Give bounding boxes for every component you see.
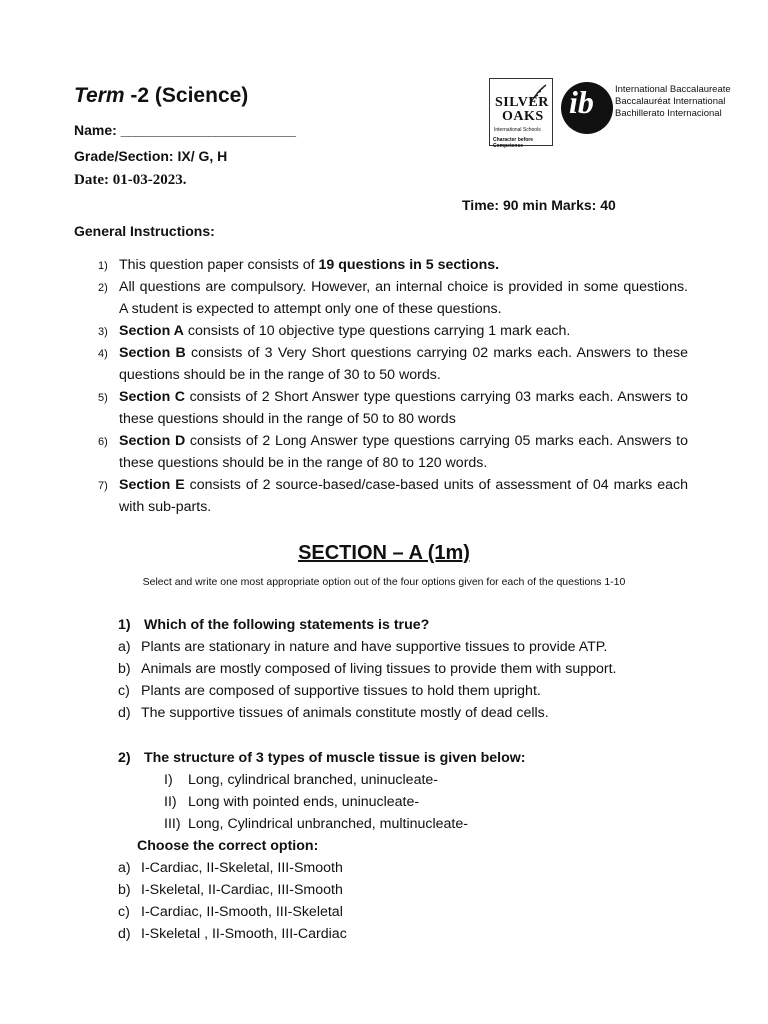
instruction-item	[98, 342, 688, 386]
question-text: Which of the following statements is true?	[143, 617, 430, 633]
instruction-text: Section D consists of 2 Long Answer type questions carrying 05 marks each. Answers to these questions should be in the range of 80 to 120 words.	[119, 433, 688, 471]
term-label: Term	[74, 84, 125, 107]
option-1a: a) Plants are stationary in nature and have supportive tissues to provide ATP.	[118, 639, 608, 655]
instruction-number: 4)	[98, 348, 108, 360]
instruction-number: 1)	[98, 260, 108, 272]
instruction-number: 6)	[98, 436, 108, 448]
instruction-item	[98, 474, 688, 518]
subitem-2-iii: III) Long, Cylindrical unbranched, multinucleate-	[164, 816, 468, 832]
silver-oaks-logo	[489, 78, 553, 149]
silver-oaks-sub: International Schools	[494, 127, 541, 133]
instruction-number: 2)	[98, 282, 108, 294]
silver-oaks-tagline: Character before Competence	[493, 137, 534, 149]
option-1b: b) Animals are mostly composed of living tissues to provide them with support.	[118, 661, 617, 677]
general-instructions-heading: General Instructions:	[74, 223, 215, 239]
question-number: 1)	[118, 617, 131, 633]
instruction-item	[98, 320, 688, 342]
name-row	[74, 122, 296, 138]
section-a-instruction: Select and write one most appropriate option out of the four options given for each of the questions 1-10	[142, 576, 626, 588]
option-2a: a) I-Cardiac, II-Skeletal, III-Smooth	[118, 860, 343, 876]
logos	[489, 78, 739, 148]
instruction-item	[98, 430, 688, 474]
choose-label: Choose the correct option:	[137, 838, 319, 854]
question-2	[118, 750, 526, 766]
exam-date: Date: 01-03-2023.	[74, 172, 187, 188]
question-number: 2)	[118, 750, 131, 766]
silver-oaks-line1: SILVER	[495, 95, 549, 110]
question-1	[118, 617, 429, 633]
instruction-text: Section E consists of 2 source-based/case-based units of assessment of 04 marks each with sub-parts.	[119, 477, 688, 515]
ib-name-fr: Baccalauréat International	[615, 96, 726, 107]
subitem-2-ii: II) Long with pointed ends, uninucleate-	[164, 794, 420, 810]
instructions-list	[98, 254, 688, 518]
question-text: The structure of 3 types of muscle tissue is given below:	[143, 750, 526, 766]
name-line: ________________________	[120, 122, 296, 138]
instruction-text: Section C consists of 2 Short Answer type questions carrying 03 marks each. Answers to these questions should in the range of 50 to 80 words	[119, 389, 688, 427]
option-2c: c) I-Cardiac, II-Smooth, III-Skeletal	[118, 904, 343, 920]
option-2d: d) I-Skeletal , II-Smooth, III-Cardiac	[118, 926, 347, 942]
option-1d: d) The supportive tissues of animals constitute mostly of dead cells.	[118, 705, 549, 721]
instruction-item	[98, 276, 688, 320]
grade-section: Grade/Section: IX/ G, H	[74, 148, 228, 164]
ib-names	[615, 84, 731, 120]
option-2b: b) I-Skeletal, II-Cardiac, III-Smooth	[118, 882, 343, 898]
instruction-text: Section B consists of 3 Very Short questions carrying 02 marks each. Answers to these questions should be in the range of 30 to 50 words.	[119, 345, 688, 383]
time-marks: Time: 90 min Marks: 40	[462, 197, 616, 213]
instruction-item	[98, 254, 688, 276]
ib-mark: ib	[569, 84, 594, 120]
ib-name-es: Bachillerato Internacional	[615, 108, 722, 119]
instruction-text: All questions are compulsory. However, an internal choice is provided in some questions. A student is expected to attempt only one of these questions.	[119, 279, 688, 317]
option-1c: c) Plants are composed of supportive tissues to hold them upright.	[118, 683, 541, 699]
name-label: Name:	[74, 122, 117, 138]
instruction-number: 5)	[98, 392, 108, 404]
instruction-item	[98, 386, 688, 430]
instruction-text: This question paper consists of 19 questions in 5 sections.	[119, 257, 500, 273]
section-a-title: SECTION – A (1m)	[298, 542, 470, 564]
instruction-text: Section A consists of 10 objective type questions carrying 1 mark each.	[119, 323, 571, 339]
instruction-number: 7)	[98, 480, 108, 492]
subitem-2-i: I) Long, cylindrical branched, uninucleate-	[164, 772, 439, 788]
page-title	[74, 84, 248, 108]
silver-oaks-line2: OAKS	[502, 109, 544, 124]
subject-label: -2 (Science)	[124, 84, 249, 107]
instruction-number: 3)	[98, 326, 108, 338]
ib-name-en: International Baccalaureate	[615, 84, 731, 95]
